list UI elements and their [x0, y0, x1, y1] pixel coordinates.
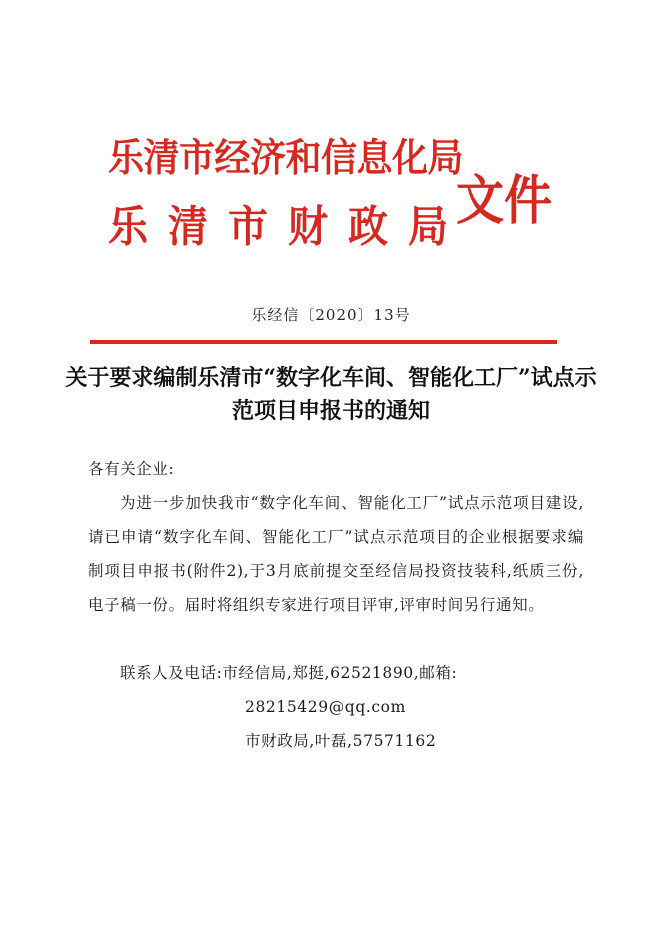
document-number: 乐经信〔2020〕13号 [251, 306, 411, 324]
issuer-name-finance-bureau: 乐清市财政局 [108, 202, 468, 253]
salutation: 各有关企业: [88, 460, 175, 478]
main-paragraph: 为进一步加快我市“数字化车间、智能化工厂”试点示范项目建设,请已申请“数字化车间、智能化工厂”试点示范项目的企业根据要求编制项目申报书(附件2),于3月底前提交至经信局投资技装科,纸质三份,电子稿一份。届时将组织专家进行项目评审,评审时间另行通知。 [88, 494, 584, 614]
contact-email: 28215429@qq.com [245, 698, 406, 716]
issuer-name-economy-bureau: 乐清市经济和信息化局 [108, 136, 464, 181]
red-divider [90, 340, 557, 344]
contact-finance: 市财政局,叶磊,57571162 [245, 732, 437, 750]
contact-line: 联系人及电话:市经信局,郑挺,62521890,邮箱: [120, 664, 458, 682]
notice-title: 关于要求编制乐清市“数字化车间、智能化工厂”试点示范项目申报书的通知 [65, 365, 597, 424]
document-type-label: 文件 [456, 170, 553, 232]
